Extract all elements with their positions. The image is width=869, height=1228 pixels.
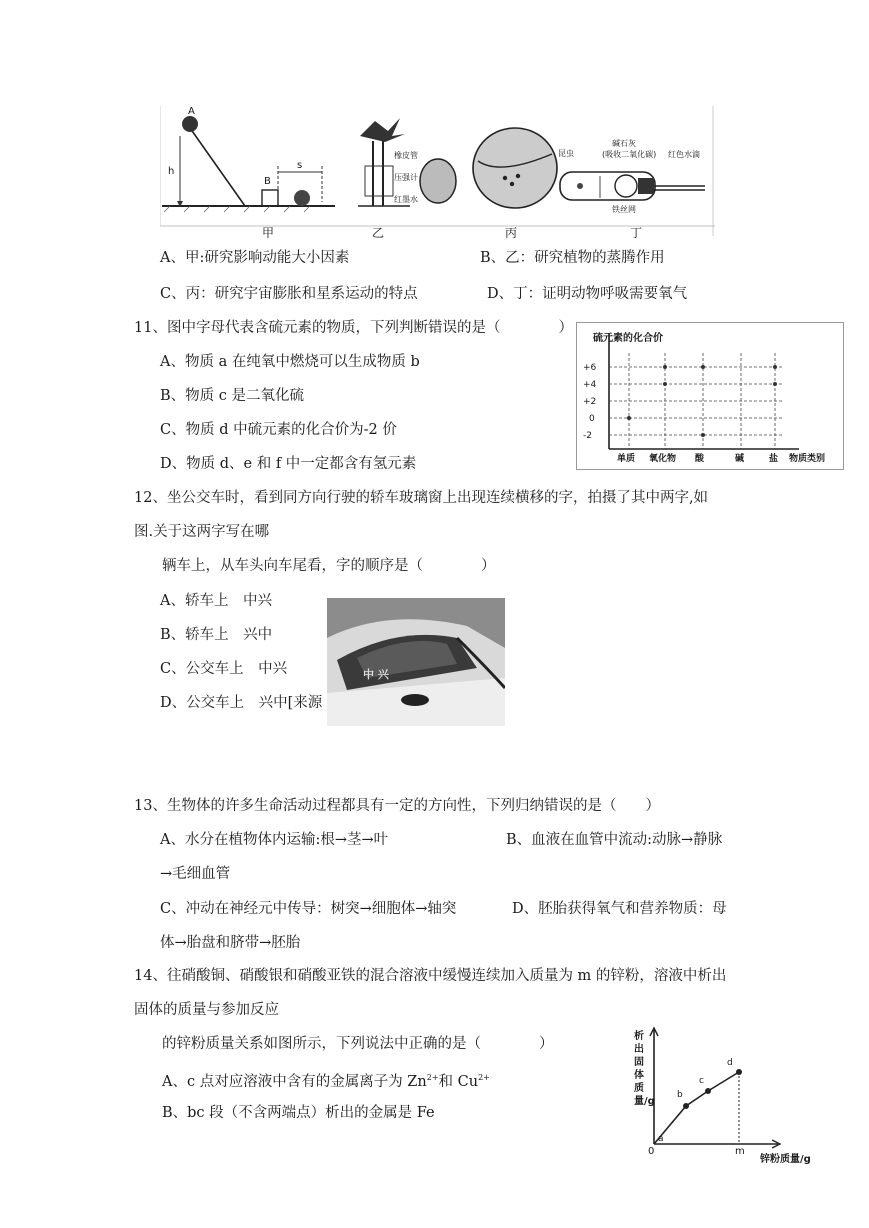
q14-point-d: d <box>727 1058 733 1068</box>
q11-point-b <box>663 382 667 386</box>
q11-cat-2: 酸 <box>695 454 705 464</box>
q11-cat-4: 盐 <box>769 454 779 464</box>
q13-stem: 13、生物体的许多生命活动过程都具有一定的方向性，下列归纳错误的是（ ） <box>134 798 660 814</box>
q11-option-d: D、物质 d、e 和 f 中一定都含有氢元素 <box>160 456 417 472</box>
q13-option-c: C、冲动在神经元中传导：树突→细胞体→轴突 <box>160 901 457 917</box>
q11-point-c <box>701 365 705 369</box>
q14-precipitate-chart <box>628 1026 833 1172</box>
q12-stem-line3: 辆车上，从车头向车尾看，字的顺序是（ ） <box>162 558 496 574</box>
q11-option-c: C、物质 d 中硫元素的化合价为-2 价 <box>160 422 397 438</box>
figure-ding-insect: 昆虫 <box>558 149 574 158</box>
q11-point-g <box>701 433 705 437</box>
figure-jia-h-label: h <box>168 166 175 177</box>
q11-ytick-3: 0 <box>589 414 595 424</box>
q11-point-d <box>773 365 777 369</box>
q11-point-a <box>663 365 667 369</box>
figure-yi-part-1: 橡皮管 <box>394 151 418 160</box>
figure-jia-B-label: B <box>264 176 271 187</box>
figure-jia <box>162 116 335 212</box>
q11-point-f <box>627 416 631 420</box>
q14-option-a-sup2: 2+ <box>478 1073 490 1082</box>
q14-chart-ylabel: 析出固体质量/g <box>634 1031 655 1107</box>
figure-yi-part-2: 压强计 <box>394 173 418 182</box>
q12-stem-line2: 图.关于这两字写在哪 <box>134 524 270 540</box>
q14-option-a-sup1: 2+ <box>426 1073 439 1082</box>
q11-chart-xlabel: 物质类别 <box>789 454 826 464</box>
q13-option-a: A、水分在植物体内运输:根→茎→叶 <box>160 832 389 848</box>
q14-chart-origin: 0 <box>648 1146 655 1157</box>
q10-option-d: D、丁：证明动物呼吸需要氧气 <box>487 286 688 302</box>
q14-point-b: b <box>677 1090 683 1100</box>
figure-caption-jia: 甲 <box>262 226 275 240</box>
q12-option-c: C、公交车上 中兴 <box>160 661 288 677</box>
q12-photo-text: 中 兴 <box>363 668 389 681</box>
q11-ytick-0: +6 <box>583 363 597 373</box>
q14-option-a-mid: 和 Cu <box>438 1073 479 1090</box>
figure-ding <box>560 172 705 200</box>
figure-jia-A-label: A <box>188 106 195 117</box>
figure-ding-mesh: 铁丝网 <box>612 205 636 214</box>
q11-option-a: A、物质 a 在纯氧中燃烧可以生成物质 b <box>160 354 420 370</box>
q13-option-d-line2: 体→胎盘和脐带→胚胎 <box>160 935 301 951</box>
q11-stem: 11、图中字母代表含硫元素的物质，下列判断错误的是（ ） <box>134 320 573 336</box>
q11-cat-0: 单质 <box>617 454 636 464</box>
q13-option-b-line2: →毛细血管 <box>160 866 231 882</box>
q14-stem-line3: 的锌粉质量关系如图所示，下列说法中正确的是（ ） <box>162 1036 554 1052</box>
q11-valence-chart <box>576 322 844 470</box>
q14-chart-xmark: m <box>735 1146 745 1157</box>
figure-caption-ding: 丁 <box>630 226 643 240</box>
q12-option-a: A、轿车上 中兴 <box>160 593 272 609</box>
figure-caption-yi: 乙 <box>372 226 385 240</box>
q11-ytick-4: -2 <box>583 431 592 441</box>
q14-stem-line1: 14、往硝酸铜、硝酸银和硝酸亚铁的混合溶液中缓慢连续加入质量为 m 的锌粉，溶液中析出 <box>134 968 727 984</box>
q10-option-a: A、甲:研究影响动能大小因素 <box>160 250 350 266</box>
q14-option-b: B、bc 段（不含两端点）析出的金属是 Fe <box>162 1105 435 1121</box>
q12-option-b: B、轿车上 兴中 <box>160 627 273 643</box>
q14-chart-xlabel: 锌粉质量/g <box>760 1154 811 1165</box>
figure-ding-lime-note: (吸收二氧化碳) <box>602 150 657 159</box>
q11-ytick-1: +4 <box>583 380 597 390</box>
q14-option-a-prefix: A、c 点对应溶液中含有的金属离子为 Zn <box>162 1073 427 1090</box>
q14-point-c: c <box>699 1076 704 1086</box>
figure-ding-drop: 红色水滴 <box>668 150 700 159</box>
q10-figure <box>160 106 715 241</box>
q11-cat-3: 碱 <box>735 454 745 464</box>
q13-option-b-line1: B、血液在血管中流动:动脉→静脉 <box>506 832 723 848</box>
figure-ding-lime: 碱石灰 <box>612 139 636 148</box>
figure-yi <box>358 118 410 206</box>
figure-yi-part-3: 红墨水 <box>394 195 418 204</box>
q10-option-c: C、丙：研究宇宙膨胀和星系运动的特点 <box>160 286 418 302</box>
q13-option-d-line1: D、胚胎获得氧气和营养物质：母 <box>512 901 727 917</box>
q11-cat-1: 氧化物 <box>649 454 677 464</box>
figure-jia-s-label: s <box>297 160 303 171</box>
q14-stem-line2: 固体的质量与参加反应 <box>134 1002 279 1018</box>
q12-car-photo <box>327 598 505 726</box>
q14-option-a <box>162 1068 490 1092</box>
q11-point-e <box>773 382 777 386</box>
figure-bing <box>420 128 557 208</box>
q11-chart-ylabel: 硫元素的化合价 <box>593 333 663 344</box>
q11-option-b: B、物质 c 是二氧化硫 <box>160 388 304 404</box>
q14-point-a: a <box>658 1134 664 1144</box>
q11-ytick-2: +2 <box>583 397 597 407</box>
figure-caption-bing: 丙 <box>505 226 518 240</box>
q12-option-d: D、公交车上 兴中[来源 <box>160 695 323 711</box>
q12-stem-line1: 12、坐公交车时，看到同方向行驶的轿车玻璃窗上出现连续横移的字，拍摄了其中两字,如 <box>134 490 709 506</box>
q10-option-b: B、乙：研究植物的蒸腾作用 <box>480 250 665 266</box>
